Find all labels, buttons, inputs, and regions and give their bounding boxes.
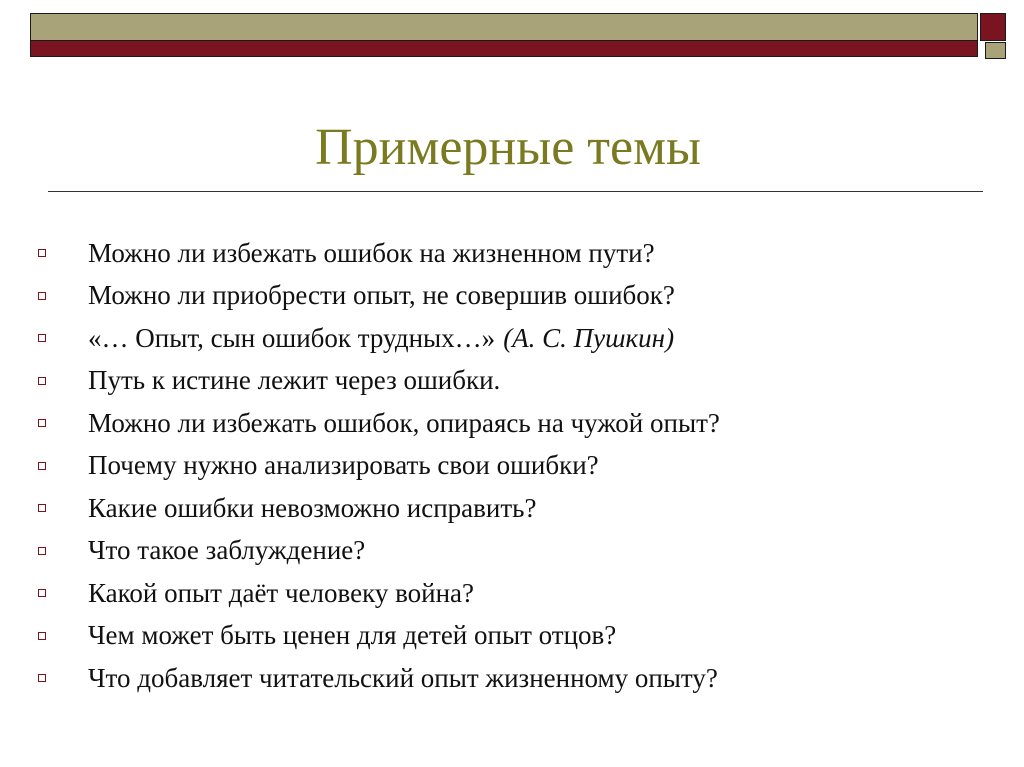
- square-bullet-icon: [38, 462, 46, 470]
- quote-attribution: (А. С. Пушкин): [503, 322, 675, 353]
- list-item: [38, 445, 720, 488]
- square-bullet-icon: [38, 589, 46, 597]
- header-maroon-band: [30, 40, 978, 57]
- list-item-text: «… Опыт, сын ошибок трудных…»: [88, 322, 496, 353]
- list-item-text: Что добавляет читательский опыт жизненному опыту?: [88, 662, 718, 693]
- square-bullet-icon: [38, 334, 46, 342]
- list-item-text: Что такое заблуждение?: [88, 535, 366, 566]
- corner-olive-square: [985, 42, 1006, 59]
- square-bullet-icon: [38, 377, 46, 385]
- square-bullet-icon: [38, 292, 46, 300]
- list-item: [38, 487, 720, 530]
- list-item-text: Какой опыт даёт человеку война?: [88, 577, 475, 608]
- list-item: [38, 402, 720, 445]
- square-bullet-icon: [38, 419, 46, 427]
- list-item: [38, 275, 720, 318]
- square-bullet-icon: [38, 249, 46, 257]
- list-item: [38, 530, 720, 573]
- list-item-text: Можно ли избежать ошибок, опираясь на чужой опыт?: [88, 407, 720, 438]
- list-item: [38, 317, 720, 360]
- square-bullet-icon: [38, 547, 46, 555]
- list-item: [38, 232, 720, 275]
- list-item-text: Можно ли приобрести опыт, не совершив ошибок?: [88, 280, 675, 311]
- list-item: [38, 615, 720, 658]
- corner-maroon-square: [980, 13, 1006, 41]
- header-olive-band: [30, 13, 978, 41]
- square-bullet-icon: [38, 504, 46, 512]
- list-item-text: Почему нужно анализировать свои ошибки?: [88, 450, 599, 481]
- slide-title: Примерные темы: [315, 119, 701, 176]
- list-item: [38, 657, 720, 700]
- list-item-text: Путь к истине лежит через ошибки.: [88, 365, 501, 396]
- list-item-text: Чем может быть ценен для детей опыт отцов?: [88, 620, 617, 651]
- title-divider: [48, 191, 983, 192]
- square-bullet-icon: [38, 632, 46, 640]
- list-item: [38, 572, 720, 615]
- list-item-text: Можно ли избежать ошибок на жизненном пути?: [88, 237, 655, 268]
- topic-list: [38, 232, 720, 700]
- list-item: [38, 360, 720, 403]
- square-bullet-icon: [38, 674, 46, 682]
- list-item-text: Какие ошибки невозможно исправить?: [88, 492, 537, 523]
